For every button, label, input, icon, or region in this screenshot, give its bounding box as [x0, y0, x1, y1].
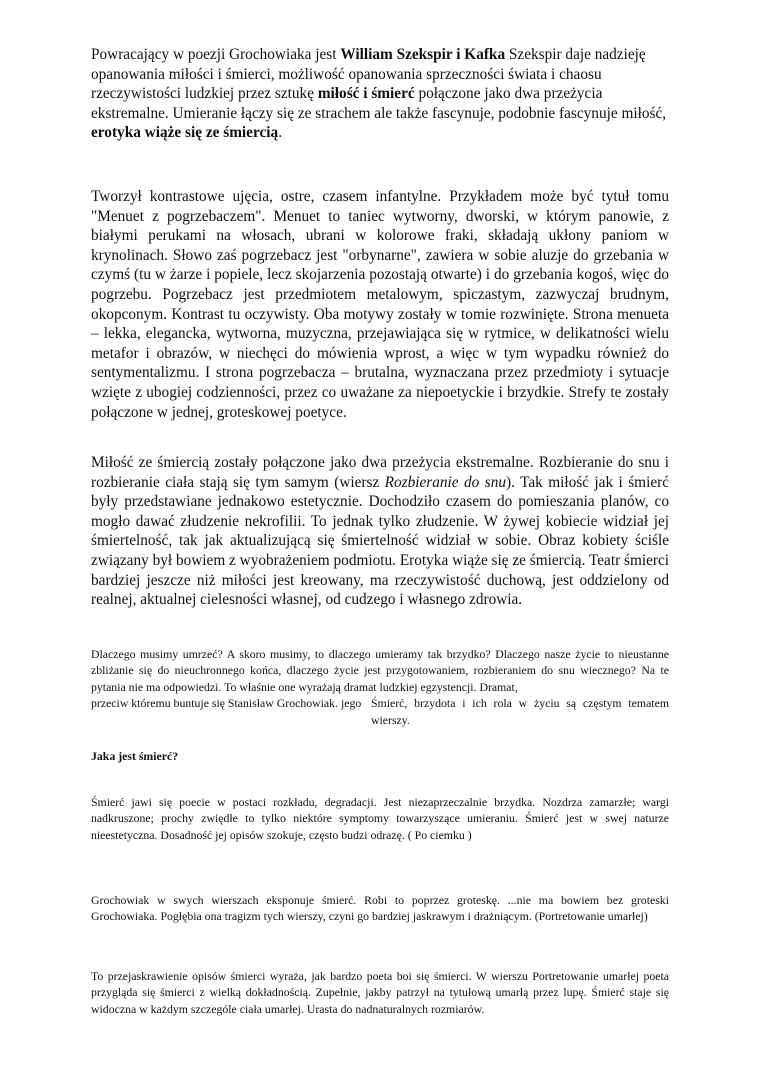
paragraph-dlaczego [91, 646, 669, 728]
split-left-text: przeciw któremu buntuje się Stanisław Grochowiak. jego [91, 696, 362, 711]
paragraph-jaka-smierc: Śmierć jawi się poecie w postaci rozkładu, degradacji. Jest niezaprzeczalnie brzydka. Nozdrza zamarzłe; wargi nadkruszone; prochy zwiędłe to tylko niektóre symptomy towarzyszące umieraniu. Śmierć jest w swej naturze nieestetyczna. Dosadność jej opisów szokuje, często budzi odrazę. ( Po ciemku ) [91, 795, 669, 842]
text: połączone jako dwa przeżycia ekstremalne. Umieranie łączy się ze strachem ale także fascynuje, podobnie fascynuje miłość, [91, 85, 667, 122]
bold-phrase: erotyka wiąże się ze śmiercią [91, 124, 279, 142]
italic-title: Rozbieranie do snu [384, 473, 506, 491]
paragraph-dlaczego-main: Dlaczego musimy umrzeć? A skoro musimy, to dlaczego umieramy tak brzydko? Dlaczego nasze życie to nieustanne zbliżanie się do nieuchronnego końca, dlaczego życie jest przygotowaniem, rozbieraniem do snu wiecznego? Na te pytania nie ma odpowiedzi. To właśnie one wyrażają dramat ludzkiej egzystencji. Dramat, [91, 647, 669, 694]
section-heading: Jaka jest śmierć? [91, 749, 179, 763]
paragraph-przejaskrawienie: To przejaskrawienie opisów śmierci wyraża, jak bardzo poeta boi się śmierci. W wierszu Portretowanie umarłej poeta przygląda się śmierci z wielką dokładnością. Zupełnie, jakby patrzył na tytułową umarłą przez lupę. Śmierć staje się widoczna w każdym szczególe ciała umarłej. Urasta do nadnaturalnych rozmiarów. [91, 969, 669, 1016]
bold-phrase: miłość i śmierć [317, 85, 415, 103]
split-right-text: Śmierć, brzydota i ich rola w życiu są częstym tematem wierszy. [371, 696, 669, 727]
text: Powracający w poezji Grochowiaka jest [91, 46, 341, 63]
text: Szekspir daje nadzieję opanowania miłości i śmierci, możliwość opanowania sprzeczności świata i chaosu rzeczywistości ludzkiej przez sztukę [91, 46, 646, 103]
bold-phrase: William Szekspir i Kafka [340, 46, 506, 63]
paragraph-dlaczego-split [91, 695, 669, 728]
text: ). Tak miłość jak i śmierć były przedstawiane jednakowo estetycznie. Dochodziło czasem do pomieszania planów, co mogło dawać złudzenie nekrofilii. To jednak tylko złudzenie. W żywej kobiecie widział jej śmiertelność, tak jak aktualizującą się śmiertelność widział w sobie. Obraz kobiety ściśle związany był bowiem z wyobrażeniem podmiotu. Erotyka wiąże się ze śmiercią. Teatr śmierci bardziej jeszcze niż miłości jest kreowany, ma rzeczywistość duchową, jest oddzielony od realnej, aktualnej cielesności własnej, od cudzego i własnego zdrowia. [91, 473, 670, 609]
paragraph-szekspir-kafka [91, 45, 669, 143]
paragraph-groteska: Grochowiak w swych wierszach eksponuje śmierć. Robi to poprzez groteskę. ...nie ma bowiem bez groteski Grochowiaka. Pogłębia ona tragizm tych wierszy, czyni go bardziej jaskrawym i drażniącym. (Portretowanie umarłej) [91, 893, 669, 924]
text: Miłość ze śmiercią zostały połączone jako dwa przeżycia ekstremalne. Rozbieranie do snu i rozbieranie ciała stają się tym samym (wiersz [91, 454, 669, 491]
text: . [278, 124, 283, 142]
paragraph-menuet: Tworzył kontrastowe ujęcia, ostre, czasem infantylne. Przykładem może być tytuł tomu "Menuet z pogrzebaczem". Menuet to taniec wytworny, dworski, w którym panowie, z białymi perukami na włosach, ubrani w kolorowe fraki, składają ukłony paniom w krynolinach. Słowo zaś pogrzebacz jest "orbynarne", zawiera w sobie aluzje do grzebania w czymś (tu w żarze i popiele, lecz skojarzenia pozostają otwarte) i do grzebania kogoś, więc do pogrzebu. Pogrzebacz jest przedmiotem metalowym, spiczastym, zazwyczaj brudnym, okopconym. Kontrast tu oczywisty. Oba motywy zostały w tomie rozwinięte. Strona menueta – lekka, elegancka, wytworna, muzyczna, przejawiająca się w rytmice, w delikatności wielu metafor i obrazów, w niechęci do mówienia wprost, a więc w tym wypadku również do sentymentalizmu. I strona pogrzebacza – brutalna, wyznaczana przez przedmioty i sytuacje wzięte z ubogiej codzienności, przez co uważane za niepoetyckie i brzydkie. Strefy te zostały połączone w jednej, groteskowej poetyce. [91, 188, 669, 421]
paragraph-milosc-smierc [91, 453, 669, 610]
